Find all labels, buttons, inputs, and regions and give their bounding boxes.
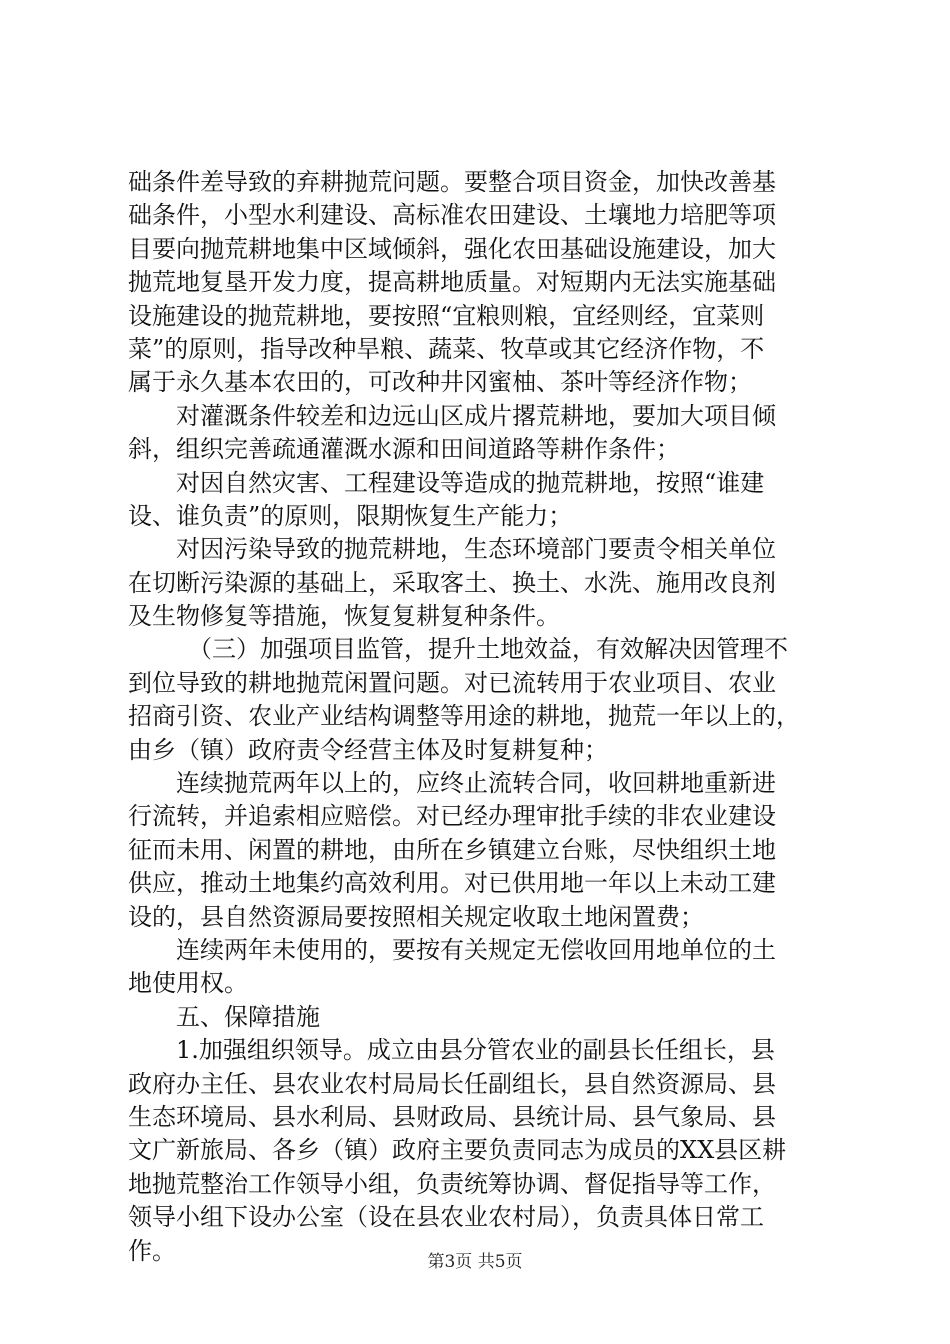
text-line: （三）加强项目监管，提升土地效益，有效解决因管理不 xyxy=(188,635,788,664)
text-line: 抛荒地复垦开发力度，提高耕地质量。对短期内无法实施基础 xyxy=(128,268,776,297)
text-line: 连续两年未使用的，要按有关规定无偿收回用地单位的土 xyxy=(176,935,776,964)
text-line: 对灌溉条件较差和边远山区成片撂荒耕地，要加大项目倾 xyxy=(176,401,776,430)
text-line: 文广新旅局、各乡（镇）政府主要负责同志为成员的XX县区耕 xyxy=(128,1136,787,1165)
text-line: 1.加强组织领导。成立由县分管农业的副县长任组长，县 xyxy=(176,1036,775,1065)
text-line: 政府办主任、县农业农村局局长任副组长，县自然资源局、县 xyxy=(128,1069,776,1098)
text-line: 设的，县自然资源局要按照相关规定收取土地闲置费； xyxy=(128,902,704,931)
text-line: 作。 xyxy=(128,1236,176,1265)
text-line: 到位导致的耕地抛荒闲置问题。对已流转用于农业项目、农业 xyxy=(128,668,776,697)
text-line: 五、保障措施 xyxy=(176,1002,320,1031)
text-line: 在切断污染源的基础上，采取客土、换土、水洗、施用改良剂 xyxy=(128,568,776,597)
text-line: 斜，组织完善疏通灌溉水源和田间道路等耕作条件； xyxy=(128,435,680,464)
text-line: 招商引资、农业产业结构调整等用途的耕地，抛荒一年以上的， xyxy=(128,702,800,731)
text-line: 供应，推动土地集约高效利用。对已供用地一年以上未动工建 xyxy=(128,869,776,898)
page-footer: 第3页 共5页 xyxy=(427,1252,523,1272)
text-line: 由乡（镇）政府责令经营主体及时复耕复种； xyxy=(128,735,608,764)
text-line: 设施建设的抛荒耕地，要按照“宜粮则粮，宜经则经，宜菜则 xyxy=(128,301,765,330)
text-line: 对因污染导致的抛荒耕地，生态环境部门要责令相关单位 xyxy=(176,535,776,564)
text-line: 征而未用、闲置的耕地，由所在乡镇建立台账，尽快组织土地 xyxy=(128,835,776,864)
text-line: 地抛荒整治工作领导小组，负责统筹协调、督促指导等工作， xyxy=(128,1169,776,1198)
text-line: 连续抛荒两年以上的，应终止流转合同，收回耕地重新进 xyxy=(176,769,776,798)
document-body xyxy=(128,166,840,1268)
text-line: 生态环境局、县水利局、县财政局、县统计局、县气象局、县 xyxy=(128,1102,776,1131)
text-line: 领导小组下设办公室（设在县农业农村局），负责具体日常工 xyxy=(128,1203,764,1232)
text-line: 属于永久基本农田的，可改种井冈蜜柚、茶叶等经济作物； xyxy=(128,368,752,397)
text-line: 础条件差导致的弃耕抛荒问题。要整合项目资金，加快改善基 xyxy=(128,168,776,196)
text-line: 行流转，并追索相应赔偿。对已经办理审批手续的非农业建设 xyxy=(128,802,776,831)
text-line: 设、谁负责”的原则，限期恢复生产能力； xyxy=(128,501,573,530)
text-line: 础条件，小型水利建设、高标准农田建设、土壤地力培肥等项 xyxy=(128,201,776,230)
text-line: 菜”的原则，指导改种旱粮、蔬菜、牧草或其它经济作物，不 xyxy=(128,334,765,363)
text-line: 及生物修复等措施，恢复复耕复种条件。 xyxy=(128,602,560,631)
text-line: 目要向抛荒耕地集中区域倾斜，强化农田基础设施建设，加大 xyxy=(128,234,776,263)
text-line: 地使用权。 xyxy=(128,969,248,998)
text-line: 对因自然灾害、工程建设等造成的抛荒耕地，按照“谁建 xyxy=(176,468,765,497)
